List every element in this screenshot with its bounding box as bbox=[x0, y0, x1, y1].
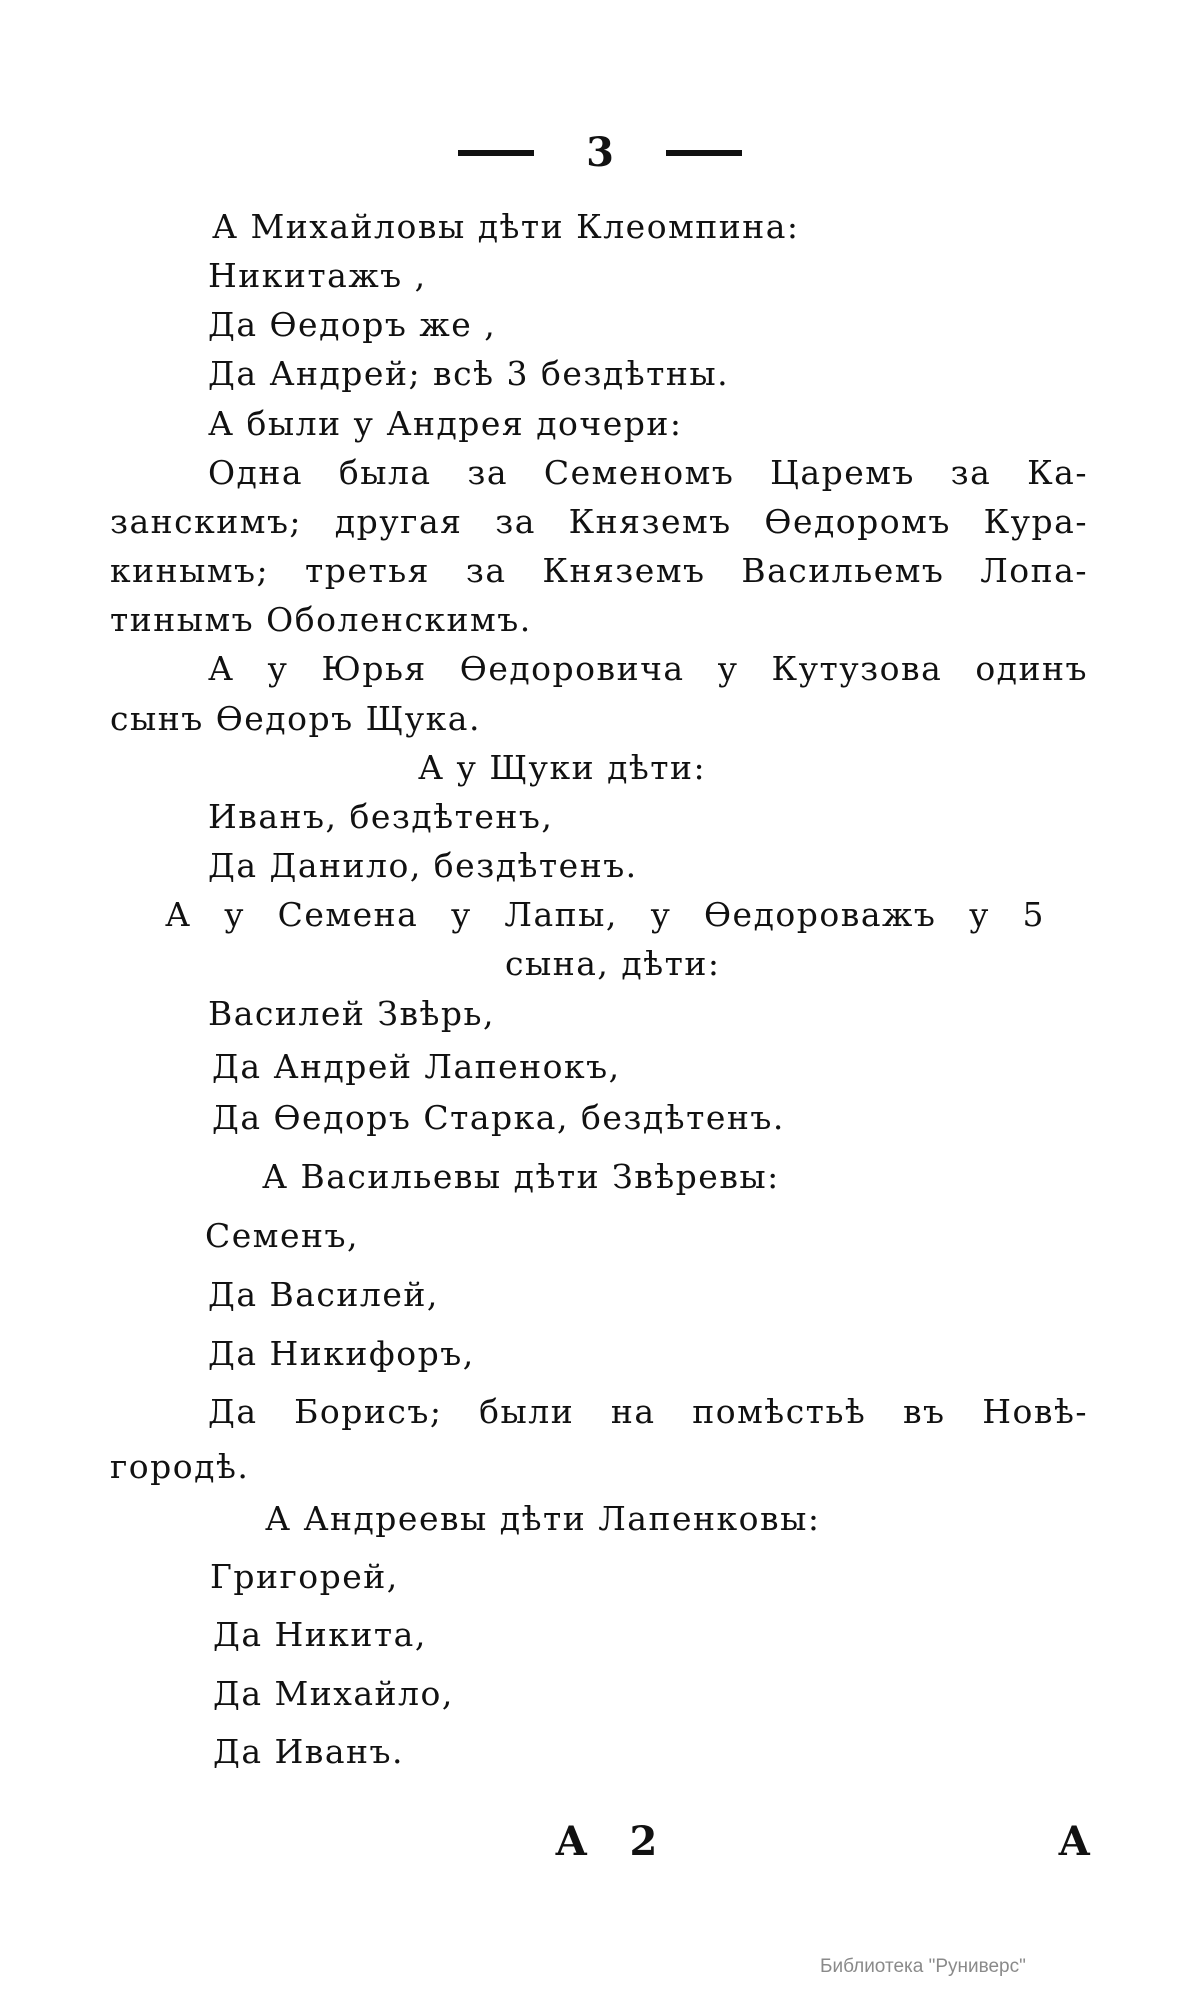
text-line: Да Никифоръ, bbox=[208, 1334, 475, 1373]
text-line: Семенъ, bbox=[205, 1216, 359, 1255]
text-line: Да Иванъ. bbox=[213, 1732, 405, 1771]
header-rule-left bbox=[458, 150, 534, 156]
catchword: А bbox=[1058, 1818, 1091, 1865]
text-line: кинымъ; третья за Княземъ Васильемъ Лопа- bbox=[110, 551, 1088, 590]
text-line: А Андреевы дѣти Лапенковы: bbox=[265, 1499, 821, 1538]
text-line: сынъ Өедоръ Щука. bbox=[110, 699, 481, 738]
page-header bbox=[0, 120, 1200, 180]
text-line: А Васильевы дѣти Звѣревы: bbox=[262, 1157, 780, 1196]
header-rule-right bbox=[666, 150, 742, 156]
text-line: Да Михайло, bbox=[213, 1674, 454, 1713]
text-line: сына, дѣти: bbox=[505, 944, 721, 983]
text-line: Одна была за Семеномъ Царемъ за Ка- bbox=[208, 453, 1088, 492]
text-line: Да Андрей; всѣ 3 бездѣтны. bbox=[208, 354, 730, 393]
text-line: Да Андрей Лапенокъ, bbox=[212, 1047, 621, 1086]
text-line: Да Никита, bbox=[213, 1615, 427, 1654]
text-line: городѣ. bbox=[110, 1447, 250, 1486]
text-line: А у Щуки дѣти: bbox=[418, 748, 707, 787]
text-line: занскимъ; другая за Княземъ Өедоромъ Кура- bbox=[110, 502, 1088, 541]
text-line: Григорей, bbox=[210, 1557, 399, 1596]
text-line: Василей Звѣрь, bbox=[208, 994, 495, 1033]
text-line: Никитажъ , bbox=[208, 256, 427, 295]
text-line: тинымъ Оболенскимъ. bbox=[110, 600, 532, 639]
text-line: Да Өедоръ же , bbox=[208, 305, 497, 344]
text-line: Да Данило, бездѣтенъ. bbox=[208, 846, 638, 885]
text-line: Да Өедоръ Старка, бездѣтенъ. bbox=[212, 1098, 785, 1137]
text-line: Иванъ, бездѣтенъ, bbox=[208, 797, 554, 836]
text-line: Да Василей, bbox=[208, 1275, 439, 1314]
signature-mark: А 2 bbox=[555, 1818, 672, 1865]
library-watermark: Библиотека "Руниверс" bbox=[820, 1956, 1026, 1977]
text-line: А у Семена у Лапы, у Өедороважъ у 5 bbox=[165, 895, 1045, 934]
text-line: А Михайловы дѣти Клеомпина: bbox=[212, 207, 800, 246]
page-number: 3 bbox=[586, 129, 614, 176]
text-line: Да Борисъ; были на помѣстьѣ въ Новѣ- bbox=[208, 1392, 1088, 1431]
text-line: А у Юрья Өедоровича у Кутузова одинъ bbox=[208, 649, 1088, 688]
text-line: А были у Андрея дочери: bbox=[208, 404, 683, 443]
